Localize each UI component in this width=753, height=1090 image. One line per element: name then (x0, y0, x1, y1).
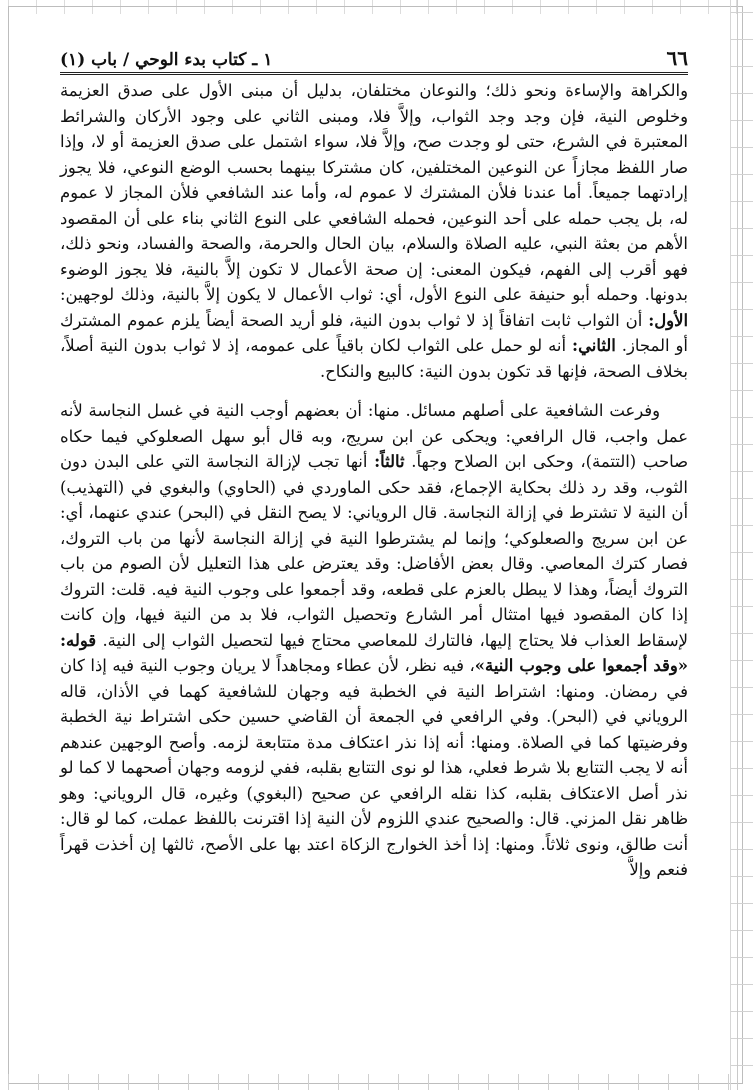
binding-edge (730, 0, 753, 1090)
page-body (60, 78, 688, 883)
text-segment: أنها تجب لإزالة النجاسة التي على البدن دون الثوب، وقد رد ذلك بحكاية الإجماع، فقد حكى الماوردي في (الحاوي) والبغوي في (التهذيب) أن النية لا تشترط في إزالة النجاسة. قال الروياني: لا يصح النقل في (البحر) عندي عنهما، أي: عن ابن سريج والصعلوكي؛ وإنما لم يشترطوا النية في إزالة النجاسة لأنها من باب التروك، فصار كترك المعاصي. وقال بعض الأفاضل: وقد يعترض على هذا التعليل لأن الصوم من باب التروك أيضاً، وهذا لا يبطل بالعزم على قطعه، وقد أجمعوا على وجوب النية فيه. قلت: التروك إذا كان المقصود فيها امتثال أمر الشارع وتحصيل الثواب، فلا بد من النية فيها، وإن كانت لإسقاط العذاب فلا يحتاج إليها، فالتارك للمعاصي محتاج فيها لتحصيل الثواب إلى النية. (60, 452, 688, 650)
bold-term: الثاني: (572, 336, 616, 355)
text-segment: والكراهة والإساءة ونحو ذلك؛ والنوعان مختلفان، بدليل أن مبنى الأول على صدق العزيمة وخلوص النية، فإن وجد وجد الثواب، وإلاَّ فلا، ومبنى الثاني على وجود الأركان والشرائط المعتبرة في الشرع، حتى لو وجدت صح، وإلاَّ فلا، سواء اشتمل على صدق العزيمة أو لا، وإذا صار اللفظ مجازاً عن النوعين المختلفين، كان مشتركا بينهما بحسب الوضع النوعي، فلا يجوز إرادتهما جميعاً. أما عندنا فلأن المشترك لا عموم له، وأما عند الشافعي فلأن المجاز لا عموم له، بل يجب حمله على أحد النوعين، فحمله الشافعي على النوع الثاني بناء على أن المقصود الأهم من بعثة النبي، عليه الصلاة والسلام، بيان الحال والحرمة، والصحة والفساد، ونحو ذلك، فهو أقرب إلى الفهم، فيكون المعنى: إن صحة الأعمال لا تكون إلاَّ بالنية، فلا يجوز الوضوء بدونها. وحمله أبو حنيفة على النوع الأول، أي: ثواب الأعمال لا يكون إلاَّ بالنية، وذلك لوجهين: (60, 81, 688, 304)
text-segment: أن الثواب ثابت اتفاقاً إذ لا ثواب بدون النية، فلو أريد الصحة أيضاً يلزم عموم المشترك أو المجاز. (60, 310, 688, 355)
paragraph (60, 398, 688, 883)
text-segment: وفرعت الشافعية على أصلهم مسائل. منها: أن بعضهم أوجب النية في غسل النجاسة لأنه عمل واجب، قال الرافعي: ويحكى عن ابن سريج، وبه قال أبو سهل الصعلوكي فيما حكاه صاحب (التتمة)، وحكى ابن الصلاح وجهاً. (60, 401, 688, 471)
bold-quote: قوله: «وقد أجمعوا على وجوب النية» (60, 630, 688, 675)
bold-term: الأول: (648, 310, 688, 330)
page-header (60, 36, 688, 75)
text-segment: ، فيه نظر، لأن عطاء ومجاهداً لا يريان وجوب النية فيه إذا كان في رمضان. ومنها: اشتراط النية في الخطبة فيه وجهان للشافعية كهما في الأذان، قاله الروياني في (البحر). وفي الرافعي في الجمعة أن القاضي حسين حكى اشتراط نية الخطبة وفرضيتها كما في الصلاة. ومنها: أنه إذا نذر اعتكاف مدة متتابعة لزمه. وأصح الوجهين عندهم أنه لا يجب التتابع بلا شرط فعلي، هذا لو نوى التتابع بقلبه، ففي لزومه وجهان أصحهما لا كما لو نذر أصل الاعتكاف بقلبه، كذا نقله الرافعي عن صحيح (البغوي) وغيره، قال الروياني: وهو ظاهر نقل المزني. قال: والصحيح عندي اللزوم لأن النية إذا اقترنت باللفظ عملت، كما لو قال: أنت طالق، ونوى ثلاثاً. ومنها: إذا أخذ الخوارج الزكاة اعتد بها على الأصح، ثالثها إن أخذت قهراً فنعم وإلاَّ (60, 656, 688, 879)
torn-edge-bottom (8, 1074, 743, 1090)
bold-term: ثالثاً: (374, 452, 405, 471)
running-title: ١ ـ كتاب بدء الوحي / باب (١) (60, 50, 273, 70)
page-number: ٦٦ (666, 46, 688, 70)
paragraph (60, 78, 688, 384)
text-segment: أنه لو حمل على الثواب لكان باقياً على عمومه، إذ لا ثواب بدون النية أصلاً، بخلاف الصحة، فإنها قد تكون بدون النية: كالبيع والنكاح. (60, 336, 688, 381)
